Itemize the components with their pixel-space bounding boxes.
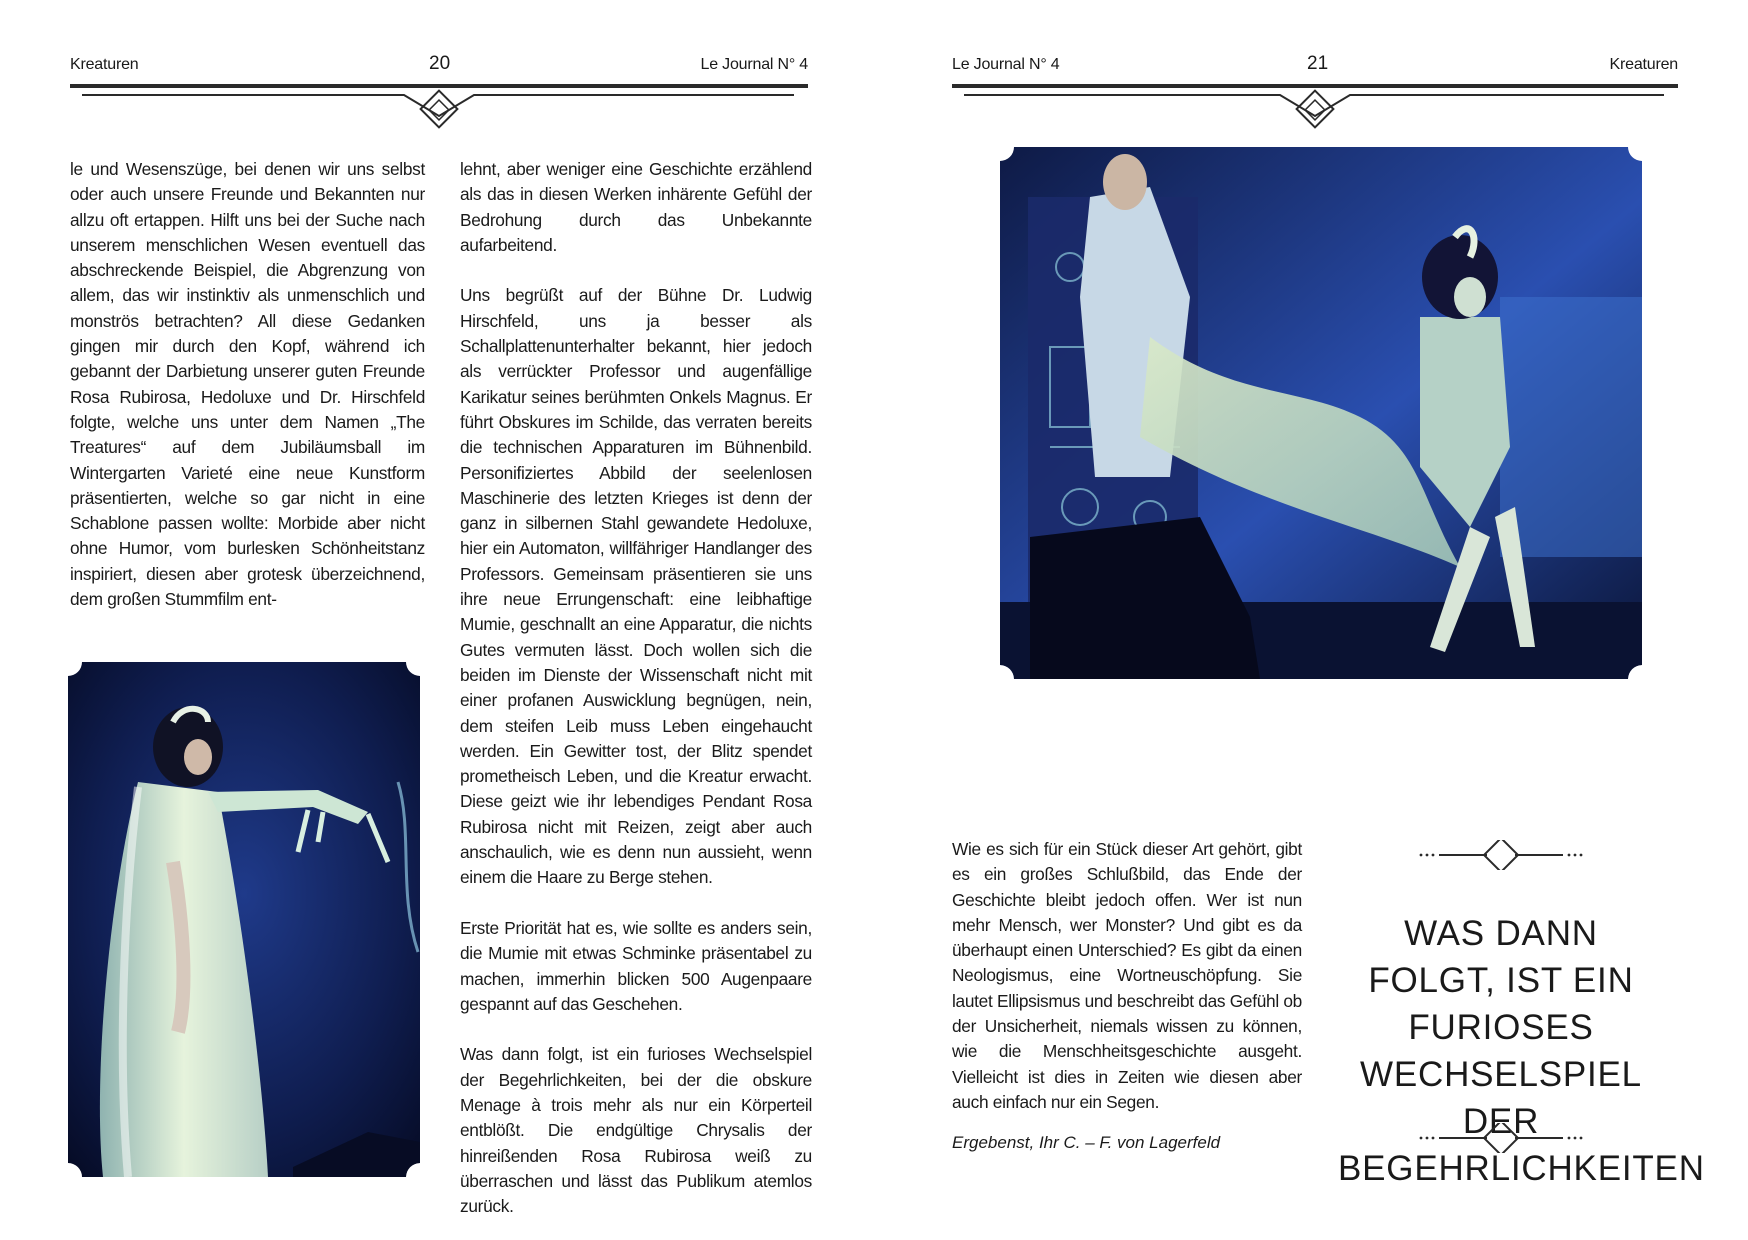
paragraph: Was dann folgt, ist ein furioses Wechselspiel der Begehrlichkeiten, bei der die obskure Menage à trois mehr als nur ein Körperteil entblößt. Die endgültige Chrysalis der hinreißenden Rosa Rubirosa weiß zu überraschen und lässt das Publikum atemlos zurück. [460, 1044, 812, 1217]
body-column-2 [460, 157, 812, 1219]
pull-quote: WAS DANN FOLGT, IST EIN FURIOSES WECHSELSPIEL DER BEGEHRLICHKEITEN [1338, 914, 1705, 1188]
stage-photo-duet [1000, 147, 1642, 679]
right-page [874, 0, 1748, 1240]
paragraph: Erste Priorität hat es, wie sollte es anders sein, die Mumie mit etwas Schminke präsentabel zu machen, immerhin blicken 500 Augenpaare gespannt auf das Geschehen. [460, 917, 812, 1014]
stage-photo-bride [68, 662, 420, 1177]
divider-ornament-top [1417, 840, 1585, 870]
body-column: Wie es sich für ein Stück dieser Art gehört, gibt es ein großes Schlußbild, das Ende der Geschichte bleibt jedoch offen. Wer ist nun mehr Mensch, wer Monster? Und gibt es da überhaupt einen Unterschied? Es gibt da einen Neologismus, eine Wortneuschöpfung. Sie lautet Ellipsismus und beschreibt das Gefühl ob der Unsicherheit, niemals wissen zu können, wie die Menschheitsgeschichte ausgeht. Vielleicht ist dies in Zeiten wie diesen aber auch einfach nur ein Segen. [952, 839, 1302, 1112]
divider-ornament-bottom [1417, 1123, 1585, 1153]
page-number: 21 [1307, 53, 1329, 74]
running-head-left: Le Journal N° 4 [952, 56, 1060, 73]
paragraph: lehnt, aber weniger eine Geschichte erzählend als das in diesen Werken inhärente Gefühl der Bedrohung durch das Unbekannte aufarbeitend. [460, 159, 812, 255]
header-rule-ornament [70, 76, 808, 138]
body-column-1: le und Wesenszüge, bei denen wir uns selbst oder auch unsere Freunde und Bekannten nur allzu oft ertappen. Hilft uns bei der Suche nach unserem menschlichen Wesen eventuell das abschreckende Beispiel, die Abgrenzung von allem, das wir instinktiv als unmenschlich und monströs betrachten? All diese Gedanken gingen mir durch den Kopf, während ich gebannt der Darbietung unserer guten Freunde Rosa Rubirosa, Hedoluxe und Dr. Hirschfeld folgte, welche uns unter dem Namen „The Treatures“ auf dem Jubiläumsball im Wintergarten Varieté eine neue Kunstform präsentierten, welche so gar nicht in eine Schablone passen wollte: Morbide aber nicht ohne Humor, vom burlesken Schönheitstanz inspiriert, diesen aber grotesk überzeichnend, dem großen Stummfilm ent- [70, 159, 425, 610]
running-head-right: Kreaturen [1609, 56, 1678, 73]
header-rule-ornament [952, 76, 1678, 138]
author-signature: Ergebenst, Ihr C. – F. von Lagerfeld [952, 1133, 1221, 1152]
paragraph: Uns begrüßt auf der Bühne Dr. Ludwig Hirschfeld, uns ja besser als Schallplattenunterhalter bekannt, hier jedoch als verrückter Professor und augenfällige Karikatur seines berühmten Onkels Magnus. Er führt Obskures im Schilde, das verraten bereits die technischen Apparaturen im Bühnenbild. Personifiziertes Abbild der seelenlosen Maschinerie des letzten Krieges ist denn der ganz in silbernen Stahl gewandete Hedoluxe, hier ein Automaton, willfähriger Handlanger des Professors. Gemeinsam präsentieren sie uns ihre neue Errungenschaft: eine leibhaftige Mumie, geschnallt an eine Apparatur, die nichts Gutes vermuten lässt. Doch wollen sich die beiden im Dienste der Wissenschaft nicht mit einer profanen Auswicklung begnügen, nein, dem steifen Leib muss Leben eingehaucht werden. Ein Gewitter tost, der Blitz spendet prometheisch Leben, und die Kreatur erwacht. Diese geizt wie ihr lebendiges Pendant Rosa Rubirosa nicht mit Reizen, zeigt aber auch anschaulich, wie es denn nun aussieht, wenn einem die Haare zu Berge stehen. [460, 285, 812, 888]
running-head-left: Kreaturen [70, 56, 139, 73]
running-head-right: Le Journal N° 4 [700, 56, 808, 73]
page-number: 20 [429, 53, 451, 74]
